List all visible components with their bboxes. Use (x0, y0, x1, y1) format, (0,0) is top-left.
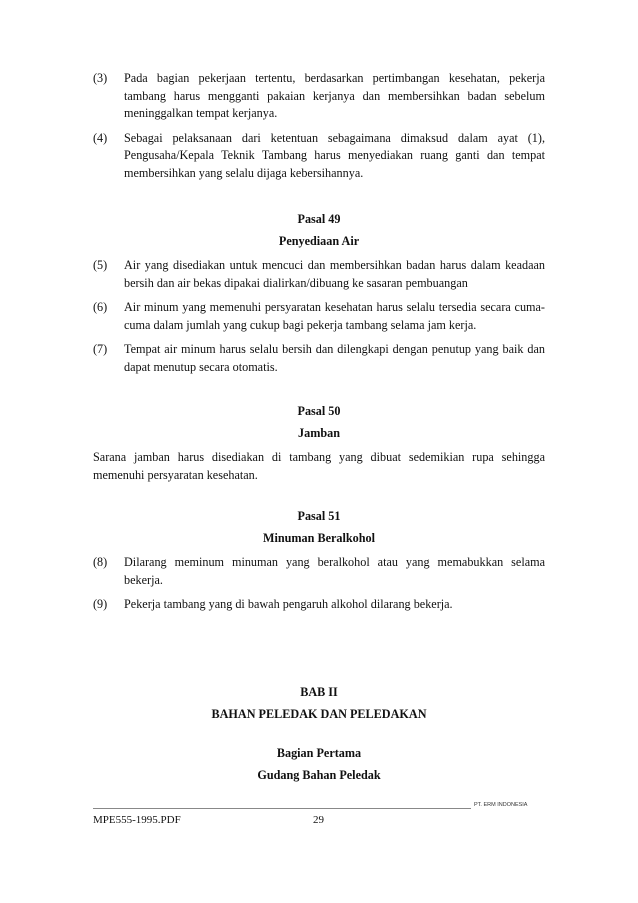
footer-company: PT. ERM INDONESIA (474, 802, 528, 808)
pasal-49-subtitle: Penyediaan Air (278, 234, 360, 248)
clause-text: Sebagai pelaksanaan dari ketentuan sebagaimana dimaksud dalam ayat (1), Pengusaha/Kepala Teknik Tambang harus menyediakan ruang ganti dan tempat membersihkan yang selalu dijaga kebersihannya. (124, 130, 545, 180)
footer-divider (93, 808, 471, 809)
bagian-title: Bagian Pertama (276, 746, 362, 760)
clause-text: Air minum yang memenuhi persyaratan kesehatan harus selalu tersedia secara cuma-cuma dalam jumlah yang cukup bagi pekerja tambang selama jam kerja. (124, 300, 545, 332)
footer-filename: MPE555-1995.PDF (93, 814, 181, 826)
clause-number: (7) (93, 342, 108, 356)
clause-text: Tempat air minum harus selalu bersih dan dilengkapi dengan penutup yang baik dan dapat menutup secara otomatis. (124, 342, 545, 374)
pasal-51-subtitle: Minuman Beralkohol (262, 531, 376, 545)
clause-3 (93, 70, 545, 123)
pasal-50-title: Pasal 50 (297, 404, 341, 418)
pasal-50-subtitle: Jamban (298, 426, 340, 440)
bagian-subtitle: Gudang Bahan Peledak (257, 768, 381, 782)
clause-5 (93, 257, 545, 292)
bab-section (93, 684, 545, 784)
clause-text: Pada bagian pekerjaan tertentu, berdasarkan pertimbangan kesehatan, pekerja tambang harus mengganti pakaian kerjanya dan membersihkan badan sebelum meninggalkan tempat kerjanya. (124, 71, 545, 120)
page-number: 29 (313, 814, 324, 826)
clause-8 (93, 554, 545, 589)
clause-9 (93, 596, 545, 614)
pasal-51-title: Pasal 51 (297, 509, 341, 523)
clause-number: (5) (93, 258, 108, 272)
clause-text: Air yang disediakan untuk mencuci dan membersihkan badan harus dalam keadaan bersih dan air bekas dipakai dialirkan/dibuang ke sasaran pembuangan (124, 258, 545, 290)
clause-6 (93, 299, 545, 334)
clause-7 (93, 341, 545, 376)
document-body (93, 70, 545, 621)
pasal-49-title: Pasal 49 (297, 212, 341, 226)
clause-text: Pekerja tambang yang di bawah pengaruh alkohol dilarang bekerja. (124, 597, 453, 611)
clause-4 (93, 130, 545, 183)
bab-subtitle: BAHAN PELEDAK DAN PELEDAKAN (211, 707, 427, 721)
clause-number: (9) (93, 597, 108, 611)
bab-title: BAB II (300, 685, 338, 699)
clause-text: Dilarang meminum minuman yang beralkohol atau yang memabukkan selama bekerja. (124, 555, 545, 587)
pasal-50-text: Sarana jamban harus disediakan di tambang yang dibuat sedemikian rupa sehingga memenuhi persyaratan kesehatan. (93, 450, 545, 482)
clause-number: (8) (93, 555, 108, 569)
clause-number: (6) (93, 300, 108, 314)
clause-number: (4) (93, 130, 108, 145)
clause-number: (3) (93, 71, 108, 85)
